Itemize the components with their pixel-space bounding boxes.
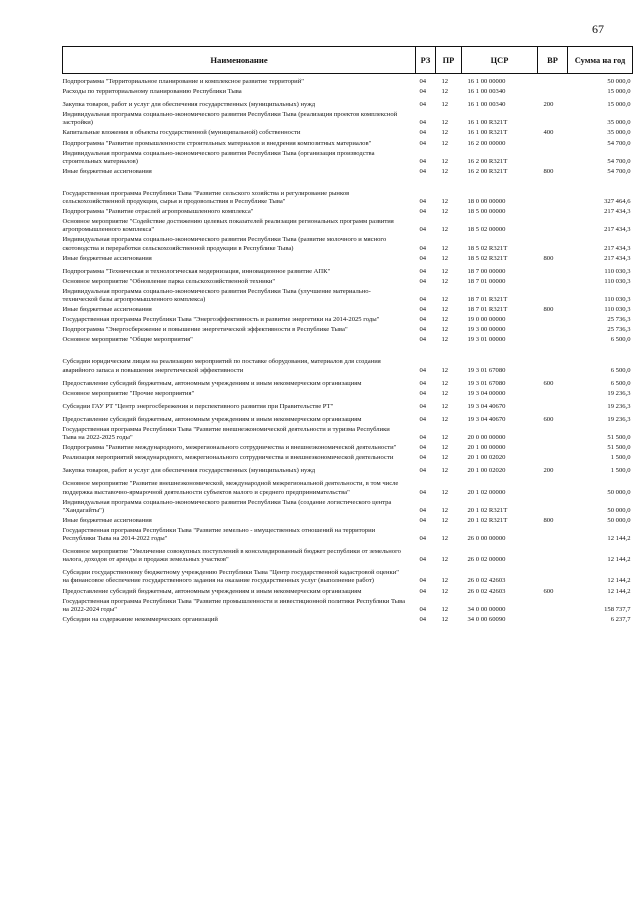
row-csr: 16 2 00 R321T <box>467 157 508 165</box>
row-csr: 16 2 00 00000 <box>467 139 506 147</box>
row-name: Государственная программа Республики Тыва "Развитие внешнеэкономической деятельности и туризма Республики Тыва на 2022-2025 годы" <box>62 426 390 442</box>
row-pr: 12 <box>441 277 449 285</box>
row-pr: 12 <box>441 556 449 564</box>
row-pr: 12 <box>441 254 449 262</box>
table-row <box>63 128 633 138</box>
row-name: Предоставление субсидий бюджетным, автономным учреждениям и иным некоммерческим организациям <box>62 379 362 387</box>
row-csr: 19 3 01 67080 <box>467 379 506 387</box>
row-sum: 51 500,0 <box>607 434 631 442</box>
table-row <box>63 498 633 516</box>
table-row <box>63 235 633 253</box>
row-name: Подпрограмма "Развитие промышленности строительных материалов и внедрения композитных материалов" <box>62 139 372 147</box>
row-rz: 04 <box>419 101 427 109</box>
table-row <box>63 453 633 463</box>
row-vr: 400 <box>543 129 554 137</box>
row-csr: 20 1 02 R321T <box>467 516 508 524</box>
row-csr: 18 5 00 00000 <box>467 208 506 216</box>
row-sum: 12 144,2 <box>607 535 631 543</box>
row-name: Предоставление субсидий бюджетным, автономным учреждениям и иным некоммерческим организациям <box>62 587 362 595</box>
row-name: Подпрограмма "Территориальное планирование и комплексное развитие территорий" <box>62 78 304 85</box>
row-sum: 327 464,6 <box>604 198 631 206</box>
table-row <box>63 277 633 287</box>
row-vr <box>538 139 568 149</box>
row-sum: 6 500,0 <box>610 379 631 387</box>
table-row <box>63 425 633 443</box>
row-vr: 800 <box>543 254 554 262</box>
table-row <box>63 335 633 345</box>
table-row <box>63 516 633 526</box>
table-row <box>63 287 633 305</box>
table-row <box>63 463 633 476</box>
row-csr: 19 3 04 40670 <box>467 402 506 410</box>
table-row <box>63 74 633 88</box>
table-row <box>63 87 633 97</box>
row-sum: 54 700,0 <box>607 167 631 175</box>
row-sum: 6 237,7 <box>610 615 631 623</box>
row-sum: 25 736,3 <box>607 316 631 324</box>
row-rz: 04 <box>419 488 427 496</box>
table-row <box>63 412 633 425</box>
table-header-row <box>63 47 633 74</box>
row-pr: 12 <box>441 488 449 496</box>
row-name: Иные бюджетные ассигнования <box>62 306 152 314</box>
row-csr: 16 2 00 R321T <box>467 167 508 175</box>
row-name: Подпрограмма "Энергосбережение и повышение энергетической эффективности в Республике Тыва" <box>62 326 348 334</box>
row-sum: 110 030,3 <box>604 267 631 275</box>
row-sum: 12 144,2 <box>607 577 631 585</box>
row-rz: 04 <box>419 295 427 303</box>
table-row <box>63 264 633 277</box>
row-rz: 04 <box>419 556 427 564</box>
row-rz: 04 <box>419 467 427 475</box>
row-name: Индивидуальная программа социально-экономического развития Республики Тыва (улучшение материально-технической базы агропромышленного комплекса) <box>62 287 371 303</box>
row-name: Государственная программа Республики Тыва "Развитие земельно - имущественных отношений на территории Республики Тыва на 2014-2022 годы" <box>62 526 376 543</box>
row-rz: 04 <box>419 605 427 613</box>
row-pr: 12 <box>441 244 449 252</box>
row-name: Реализация мероприятий международного, межрегионального сотрудничества и внешнеэкономической деятельности <box>62 454 394 462</box>
row-name: Подпрограмма "Развитие отраслей агропромышленного комплекса" <box>62 208 254 216</box>
row-pr: 12 <box>441 605 449 613</box>
table-body <box>63 74 633 625</box>
row-pr: 12 <box>441 402 449 410</box>
row-vr <box>538 74 568 88</box>
table-row <box>63 476 633 497</box>
table-row <box>63 254 633 264</box>
row-sum: 19 236,3 <box>607 402 631 410</box>
row-csr: 19 3 00 00000 <box>467 326 506 334</box>
row-rz: 04 <box>419 167 427 175</box>
row-pr: 12 <box>441 267 449 275</box>
budget-table <box>62 46 633 625</box>
table-row <box>63 149 633 167</box>
row-name: Подпрограмма "Техническая и технологическая модернизация, инновационное развитие АПК" <box>62 267 331 275</box>
row-pr: 12 <box>441 366 449 374</box>
row-csr: 26 0 02 42603 <box>467 577 506 585</box>
table-row <box>63 305 633 315</box>
row-rz: 04 <box>419 615 427 623</box>
row-rz: 04 <box>419 306 427 314</box>
row-csr: 19 3 04 40670 <box>467 415 506 423</box>
row-pr: 12 <box>441 587 449 595</box>
row-pr: 12 <box>441 434 449 442</box>
row-sum: 158 737,7 <box>604 605 631 613</box>
row-vr <box>538 354 568 375</box>
row-name: Индивидуальная программа социально-экономического развития Республики Тыва (создание логистического центра "Хандагайты") <box>62 498 392 514</box>
row-name: Иные бюджетные ассигнования <box>62 254 152 262</box>
row-csr: 18 7 01 00000 <box>467 277 506 285</box>
table-row <box>63 565 633 586</box>
row-vr <box>538 325 568 335</box>
row-vr <box>538 526 568 544</box>
row-rz: 04 <box>419 366 427 374</box>
row-sum: 217 434,3 <box>604 244 631 252</box>
row-pr: 12 <box>441 615 449 623</box>
row-sum: 6 500,0 <box>610 336 631 344</box>
row-rz: 04 <box>419 78 427 85</box>
row-pr: 12 <box>441 226 449 234</box>
table-row <box>63 587 633 597</box>
row-pr: 12 <box>441 336 449 344</box>
row-csr: 26 0 02 42603 <box>467 587 506 595</box>
row-sum: 35 000,0 <box>607 129 631 137</box>
table-row <box>63 399 633 412</box>
row-rz: 04 <box>419 119 427 127</box>
row-pr: 12 <box>441 295 449 303</box>
row-name: Расходы по территориальному планированию Республики Тыва <box>62 88 242 96</box>
row-sum: 50 000,0 <box>607 516 631 524</box>
row-pr: 12 <box>441 316 449 324</box>
row-rz: 04 <box>419 587 427 595</box>
row-csr: 18 5 02 00000 <box>467 226 506 234</box>
row-vr <box>538 186 568 207</box>
row-vr <box>538 277 568 287</box>
row-rz: 04 <box>419 577 427 585</box>
row-vr <box>538 389 568 399</box>
row-pr: 12 <box>441 506 449 514</box>
table-row <box>63 217 633 235</box>
row-vr: 800 <box>543 516 554 524</box>
row-csr: 19 3 04 00000 <box>467 389 506 397</box>
row-sum: 25 736,3 <box>607 326 631 334</box>
row-pr: 12 <box>441 139 449 147</box>
row-csr: 19 0 00 00000 <box>467 316 506 324</box>
row-sum: 50 000,0 <box>607 78 631 85</box>
row-sum: 50 000,0 <box>607 488 631 496</box>
row-csr: 34 0 00 00000 <box>467 605 506 613</box>
row-name: Государственная программа Республики Тыва "Развитие промышленности и инвестиционной политики Республики Тыва на 2022-2024 годы" <box>62 597 406 613</box>
row-pr: 12 <box>441 444 449 452</box>
row-csr: 20 1 00 00000 <box>467 444 506 452</box>
table-row <box>63 315 633 325</box>
row-rz: 04 <box>419 415 427 423</box>
row-sum: 217 434,3 <box>604 254 631 262</box>
row-csr: 18 5 02 R321T <box>467 254 508 262</box>
row-rz: 04 <box>419 139 427 147</box>
header-rz: РЗ <box>416 47 436 74</box>
row-csr: 16 1 00 R321T <box>467 129 508 137</box>
row-vr <box>538 217 568 235</box>
row-rz: 04 <box>419 267 427 275</box>
row-pr: 12 <box>441 88 449 96</box>
row-name: Индивидуальная программа социально-экономического развития Республики Тыва (организация производства строительных материалов) <box>62 149 375 165</box>
row-rz: 04 <box>419 198 427 206</box>
row-csr: 18 7 00 00000 <box>467 267 506 275</box>
row-name: Основное мероприятие "Увеличение совокупных поступлений в консолидированный бюджет республики от земельного налога, доходов от аренды и продажи земельных участков" <box>62 548 401 564</box>
row-spacer-cell <box>63 177 633 186</box>
table-row <box>63 325 633 335</box>
row-csr: 26 0 02 00000 <box>467 556 506 564</box>
row-rz: 04 <box>419 244 427 252</box>
row-sum: 51 500,0 <box>607 444 631 452</box>
row-vr <box>538 615 568 625</box>
header-sum: Сумма на год <box>568 47 633 74</box>
row-name: Государственная программа Республики Тыва "Развитие сельского хозяйства и регулирование рынков сельскохозяйственной продукции, сырья и продовольствия в Республике Тыва" <box>62 189 350 206</box>
row-name: Иные бюджетные ассигнования <box>62 167 152 175</box>
table-row <box>63 544 633 565</box>
header-name: Наименование <box>63 47 416 74</box>
row-vr <box>538 453 568 463</box>
row-pr: 12 <box>441 119 449 127</box>
row-csr: 26 0 00 00000 <box>467 535 506 543</box>
row-pr: 12 <box>441 467 449 475</box>
row-vr: 200 <box>543 101 554 109</box>
row-name: Иные бюджетные ассигнования <box>62 516 152 524</box>
row-rz: 04 <box>419 129 427 137</box>
row-vr <box>538 287 568 305</box>
row-rz: 04 <box>419 506 427 514</box>
row-vr <box>538 476 568 497</box>
row-vr: 600 <box>543 379 554 387</box>
row-pr: 12 <box>441 516 449 524</box>
row-sum: 110 030,3 <box>604 295 631 303</box>
row-rz: 04 <box>419 454 427 462</box>
table-row <box>63 376 633 389</box>
row-sum: 54 700,0 <box>607 139 631 147</box>
row-vr <box>538 110 568 128</box>
row-name: Основное мероприятие "Обновление парка сельскохозяйственной техники" <box>62 277 276 285</box>
row-sum: 15 000,0 <box>607 88 631 96</box>
row-spacer <box>63 177 633 186</box>
page-number: 67 <box>592 22 604 36</box>
row-name: Закупка товаров, работ и услуг для обеспечения государственных (муниципальных) нужд <box>62 101 316 109</box>
row-pr: 12 <box>441 379 449 387</box>
row-csr: 19 3 01 67080 <box>467 366 506 374</box>
row-vr <box>538 443 568 453</box>
row-rz: 04 <box>419 208 427 216</box>
row-csr: 18 5 02 R321T <box>467 244 508 252</box>
row-sum: 217 434,3 <box>604 208 631 216</box>
row-name: Основное мероприятие "Общие мероприятия" <box>62 336 193 344</box>
table-row <box>63 167 633 177</box>
row-pr: 12 <box>441 78 449 85</box>
row-name: Основное мероприятие "Содействие достижению целевых показателей реализации региональных программ развития агропромышленного комплекса" <box>62 218 394 234</box>
row-pr: 12 <box>441 208 449 216</box>
table-row <box>63 354 633 375</box>
row-sum: 12 144,2 <box>607 587 631 595</box>
row-vr <box>538 87 568 97</box>
row-pr: 12 <box>441 101 449 109</box>
row-pr: 12 <box>441 157 449 165</box>
row-csr: 20 1 00 02020 <box>467 467 506 475</box>
row-vr <box>538 597 568 615</box>
row-csr: 34 0 00 60090 <box>467 615 506 623</box>
row-vr <box>538 315 568 325</box>
row-rz: 04 <box>419 516 427 524</box>
row-rz: 04 <box>419 316 427 324</box>
row-name: Государственная программа Республики Тыва "Энергоэффективность и развитие энергетики на 2014-2025 годы" <box>62 316 380 324</box>
row-csr: 18 7 01 R321T <box>467 295 508 303</box>
header-csr: ЦСР <box>462 47 538 74</box>
row-rz: 04 <box>419 434 427 442</box>
row-vr <box>538 207 568 217</box>
row-csr: 16 1 00 R321T <box>467 119 508 127</box>
row-pr: 12 <box>441 389 449 397</box>
row-name: Капитальные вложения в объекты государственной (муниципальной) собственности <box>62 129 301 137</box>
table-row <box>63 110 633 128</box>
row-name: Основное мероприятие "Развитие внешнеэкономической, международной межрегиональной деятельности, в том числе поддержка выставочно-ярмарочной деятельности субъектов малого и среднего предпринимательства" <box>62 480 399 496</box>
header-pr: ПР <box>436 47 462 74</box>
row-name: Индивидуальная программа социально-экономического развития Республики Тыва (развитие молочного и мясного скотоводства и переработки сельскохозяйственной продукции в Республике Тыва) <box>62 236 387 252</box>
row-sum: 1 500,0 <box>610 467 631 475</box>
row-csr: 16 1 00 00340 <box>467 88 506 96</box>
row-sum: 1 500,0 <box>610 454 631 462</box>
row-vr <box>538 399 568 412</box>
row-csr: 20 1 02 00000 <box>467 488 506 496</box>
row-pr: 12 <box>441 415 449 423</box>
row-rz: 04 <box>419 535 427 543</box>
row-rz: 04 <box>419 277 427 285</box>
row-vr <box>538 425 568 443</box>
row-pr: 12 <box>441 167 449 175</box>
row-csr: 18 7 01 R321T <box>467 306 508 314</box>
row-sum: 50 000,0 <box>607 506 631 514</box>
row-rz: 04 <box>419 326 427 334</box>
table-row <box>63 186 633 207</box>
row-csr: 16 1 00 00340 <box>467 101 506 109</box>
row-pr: 12 <box>441 454 449 462</box>
row-pr: 12 <box>441 577 449 585</box>
row-pr: 12 <box>441 326 449 334</box>
row-vr <box>538 565 568 586</box>
row-csr: 20 1 00 02020 <box>467 454 506 462</box>
row-rz: 04 <box>419 226 427 234</box>
row-name: Основное мероприятие "Прочие мероприятия" <box>62 389 195 397</box>
row-sum: 15 000,0 <box>607 101 631 109</box>
row-rz: 04 <box>419 402 427 410</box>
row-sum: 19 236,3 <box>607 389 631 397</box>
row-vr <box>538 544 568 565</box>
row-name: Субсидии на содержание некоммерческих организаций <box>62 615 218 623</box>
row-csr: 18 0 00 00000 <box>467 198 506 206</box>
row-rz: 04 <box>419 157 427 165</box>
row-pr: 12 <box>441 129 449 137</box>
row-csr: 20 1 02 R321T <box>467 506 508 514</box>
row-csr: 19 3 01 00000 <box>467 336 506 344</box>
row-name: Предоставление субсидий бюджетным, автономным учреждениям и иным некоммерческим организациям <box>62 415 362 423</box>
row-vr: 600 <box>543 415 554 423</box>
row-name: Субсидии государственному бюджетному учреждению Республики Тыва "Центр государственной кадастровой оценки" на финансовое обеспечение государственного задания на оказание государственных услуг (выполнение работ) <box>62 569 399 585</box>
row-rz: 04 <box>419 336 427 344</box>
row-sum: 19 236,3 <box>607 415 631 423</box>
row-rz: 04 <box>419 389 427 397</box>
row-pr: 12 <box>441 306 449 314</box>
header-vr: ВР <box>538 47 568 74</box>
row-rz: 04 <box>419 254 427 262</box>
row-vr <box>538 498 568 516</box>
row-csr: 16 1 00 00000 <box>467 78 506 85</box>
row-sum: 35 000,0 <box>607 119 631 127</box>
table-row <box>63 615 633 625</box>
row-sum: 54 700,0 <box>607 157 631 165</box>
table-row <box>63 526 633 544</box>
table-row <box>63 139 633 149</box>
row-pr: 12 <box>441 535 449 543</box>
row-sum: 6 500,0 <box>610 366 631 374</box>
row-vr: 600 <box>543 587 554 595</box>
row-name: Индивидуальная программа социально-экономического развития Республики Тыва (реализация проектов комплексной застройки) <box>62 111 398 127</box>
row-sum: 12 144,2 <box>607 556 631 564</box>
row-vr <box>538 235 568 253</box>
table-row <box>63 207 633 217</box>
row-sum: 110 030,3 <box>604 277 631 285</box>
row-vr: 200 <box>543 467 554 475</box>
row-vr: 800 <box>543 167 554 175</box>
row-sum: 217 434,3 <box>604 226 631 234</box>
row-name: Субсидии юридическим лицам на реализацию мероприятий по поставке оборудования, материалов для создания аварийного запаса и повышения энергетической эффективности <box>62 358 381 374</box>
row-pr: 12 <box>441 198 449 206</box>
row-vr <box>538 149 568 167</box>
table-row <box>63 389 633 399</box>
row-sum: 110 030,3 <box>604 306 631 314</box>
table-row <box>63 443 633 453</box>
row-vr <box>538 335 568 345</box>
row-rz: 04 <box>419 379 427 387</box>
row-name: Подпрограмма "Развитие международного, межрегионального сотрудничества и внешнеэкономической деятельности" <box>62 444 397 452</box>
row-name: Субсидии ГАУ РТ "Центр энергосбережения и перспективного развития при Правительстве РТ" <box>62 402 334 410</box>
row-spacer-cell <box>63 345 633 354</box>
row-spacer <box>63 345 633 354</box>
row-vr <box>538 264 568 277</box>
row-rz: 04 <box>419 444 427 452</box>
table-row <box>63 97 633 110</box>
row-vr: 800 <box>543 306 554 314</box>
row-rz: 04 <box>419 88 427 96</box>
row-name: Закупка товаров, работ и услуг для обеспечения государственных (муниципальных) нужд <box>62 467 316 475</box>
table-row <box>63 597 633 615</box>
row-csr: 20 0 00 00000 <box>467 434 506 442</box>
